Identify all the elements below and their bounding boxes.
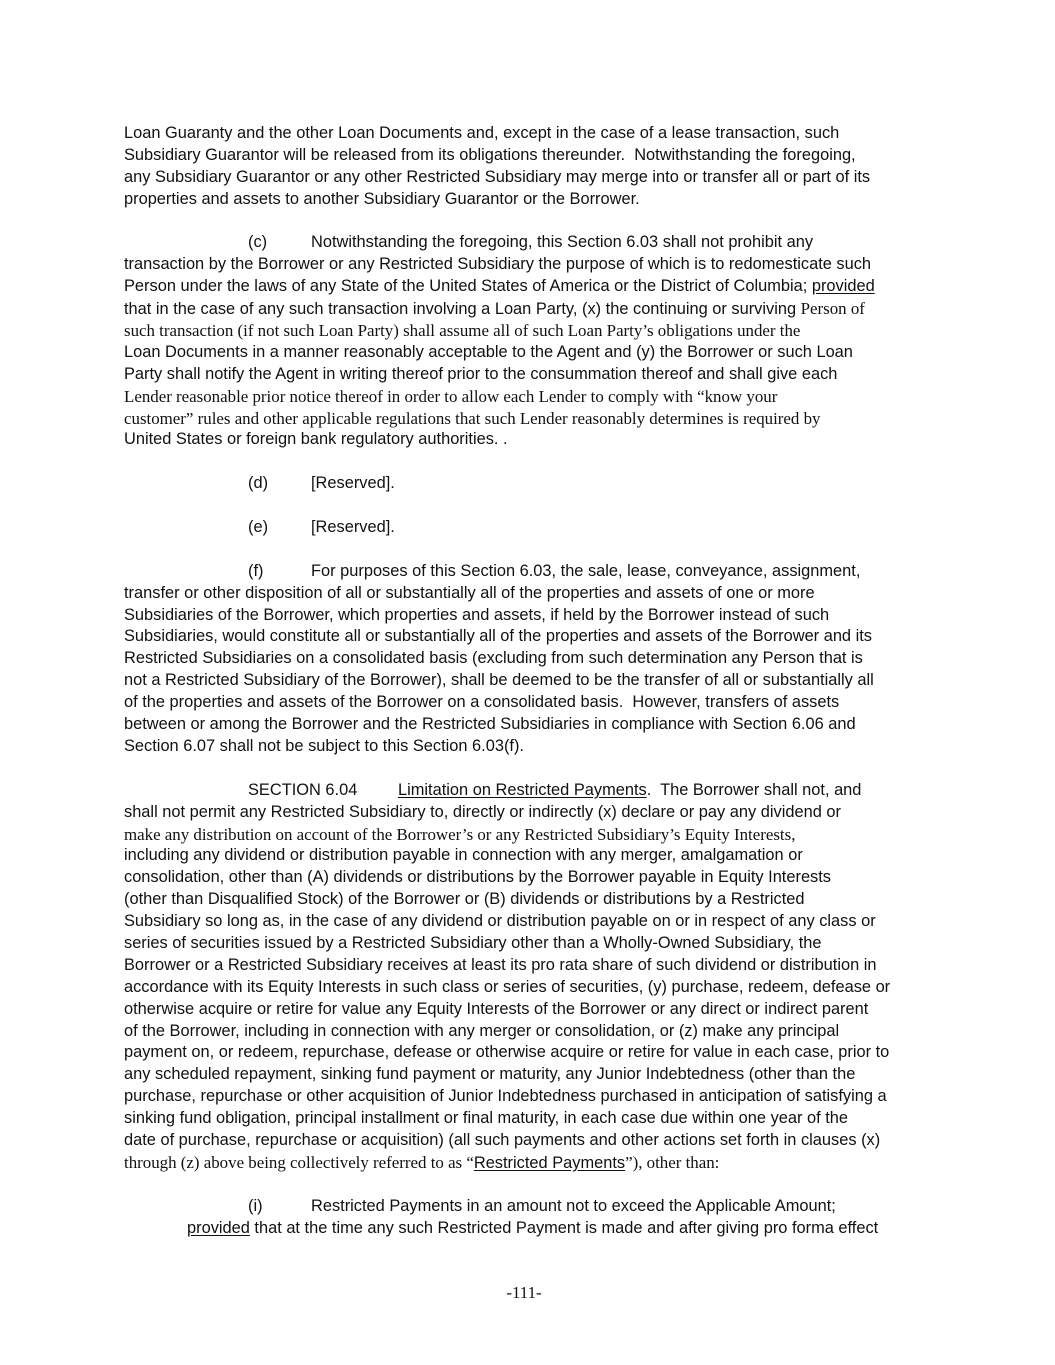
clause-e-line (124, 517, 1024, 539)
continuation-line (124, 123, 1024, 145)
restricted-payments-term: Restricted Payments (473, 1153, 626, 1172)
line-text: series of securities issued by a Restricted Subsidiary other than a Wholly-Owned Subsidiary, the (124, 933, 822, 952)
line-text: any scheduled repayment, sinking fund payment or maturity, any Junior Indebtedness (other than the (124, 1065, 856, 1084)
line-text: Section 6.07 shall not be subject to this Section 6.03(f). (124, 736, 524, 755)
line-text: shall not permit any Restricted Subsidiary to, directly or indirectly (x) declare or pay any dividend or (124, 802, 841, 821)
clause-c-line (124, 298, 1024, 320)
section-604-line (124, 977, 1024, 999)
section-number: SECTION 6.04 (248, 780, 358, 799)
section-604-line (124, 889, 1024, 911)
line-text: transfer or other disposition of all or substantially all of the properties and assets of one or more (124, 583, 815, 602)
paragraph-gap (124, 539, 1024, 561)
paragraph-gap (124, 1174, 1024, 1196)
section-title: Limitation on Restricted Payments (398, 780, 647, 799)
clause-f-line (124, 736, 1024, 758)
line-text: Subsidiaries, would constitute all or substantially all of the properties and assets of the Borrower and its (124, 627, 872, 646)
clause-c-line (124, 342, 1024, 364)
line-text: Person under the laws of any State of the United States of America or the District of Columbia; (124, 277, 812, 296)
line-text: including any dividend or distribution payable in connection with any merger, amalgamation or (124, 846, 803, 865)
section-604-line (124, 845, 1024, 867)
line-text: For purposes of this Section 6.03, the sale, lease, conveyance, assignment, (311, 561, 861, 580)
clause-f-label: (f) (248, 561, 264, 580)
line-text: transaction by the Borrower or any Restricted Subsidiary the purpose of which is to redomesticate such (124, 255, 872, 274)
continuation-line (124, 167, 1024, 189)
provided-term: provided (811, 277, 875, 296)
line-text: properties and assets to another Subsidiary Guarantor or the Borrower. (124, 189, 640, 208)
line-text: Subsidiaries of the Borrower, which properties and assets, if held by the Borrower instead of such (124, 605, 830, 624)
clause-f-line (124, 714, 1024, 736)
section-604-line (124, 1021, 1024, 1043)
clause-i-label: (i) (248, 1196, 263, 1215)
section-604-line (124, 1130, 1024, 1152)
paragraph-gap (124, 495, 1024, 517)
line-text: date of purchase, repurchase or acquisition) (all such payments and other actions set forth in clauses (x) (124, 1130, 881, 1149)
clause-f-line (124, 583, 1024, 605)
line-text: that at the time any such Restricted Payment is made and after giving pro forma effect (249, 1218, 879, 1237)
page-number: -111- (506, 1283, 542, 1302)
clause-f-line (124, 670, 1024, 692)
clause-i-line (124, 1196, 1024, 1218)
section-604-line (124, 1152, 1024, 1174)
clause-c-line (124, 429, 1024, 451)
clause-c-line (124, 276, 1024, 298)
line-text: Subsidiary Guarantor will be released from its obligations thereunder. Notwithstanding the foregoing, (124, 145, 856, 164)
clause-i-line (124, 1218, 1024, 1240)
line-text: United States or foreign bank regulatory authorities. . (124, 430, 508, 449)
line-text: not a Restricted Subsidiary of the Borrower), shall be deemed to be the transfer of all or substantially all (124, 671, 874, 690)
clause-c-line (124, 364, 1024, 386)
section-604-line (124, 933, 1024, 955)
clause-d-label: (d) (248, 474, 269, 493)
clause-f-line (124, 605, 1024, 627)
line-text: ”), other than: (625, 1152, 720, 1172)
line-text: Party shall notify the Agent in writing thereof prior to the consummation thereof and shall give each (124, 364, 838, 383)
provided-term: provided (187, 1218, 250, 1237)
line-text: accordance with its Equity Interests in such class or series of securities, (y) purchase, redeem, defease or (124, 977, 891, 996)
clause-e-label: (e) (248, 518, 269, 537)
line-text: Subsidiary so long as, in the case of any dividend or distribution payable on or in respect of any class or (124, 912, 876, 931)
document-body (124, 123, 1024, 1239)
line-text: [Reserved]. (311, 474, 395, 493)
section-604-line (124, 911, 1024, 933)
line-text: make any distribution on account of the Borrower’s or any Restricted Subsidiary’s Equity Interests, (124, 824, 796, 844)
clause-f-line (124, 648, 1024, 670)
line-text: Loan Documents in a manner reasonably acceptable to the Agent and (y) the Borrower or such Loan (124, 342, 853, 361)
line-text: customer” rules and other applicable regulations that such Lender reasonably determines is required by (124, 408, 821, 428)
section-604-line (124, 867, 1024, 889)
section-title-wrap (398, 780, 861, 802)
line-text: Notwithstanding the foregoing, this Section 6.03 shall not prohibit any (311, 233, 814, 252)
continuation-line (124, 145, 1024, 167)
line-text: payment on, or redeem, repurchase, defease or otherwise acquire or retire for value in each case, prior to (124, 1043, 890, 1062)
paragraph-gap (124, 211, 1024, 233)
line-text: between or among the Borrower and the Restricted Subsidiaries in compliance with Section 6.06 and (124, 715, 856, 734)
clause-d-line (124, 473, 1024, 495)
clause-f-line (124, 692, 1024, 714)
clause-c-line (124, 254, 1024, 276)
line-text: through (z) above being collectively referred to as “ (124, 1152, 474, 1172)
clause-c-label: (c) (248, 233, 268, 252)
line-text: that in the case of any such transaction involving a Loan Party, (x) the continuing or surviving (124, 300, 801, 319)
continuation-line (124, 189, 1024, 211)
line-text: Restricted Payments in an amount not to exceed the Applicable Amount; (311, 1196, 836, 1215)
paragraph-gap (124, 758, 1024, 780)
section-604-line (124, 1042, 1024, 1064)
line-text: consolidation, other than (A) dividends or distributions by the Borrower payable in Equity Interests (124, 868, 831, 887)
section-604-line (124, 824, 1024, 846)
line-text: otherwise acquire or retire for value any Equity Interests of the Borrower or any direct or indirect parent (124, 999, 869, 1018)
line-text: of the properties and assets of the Borrower on a consolidated basis. However, transfers of assets (124, 693, 840, 712)
line-text: sinking fund obligation, principal installment or final maturity, in each case due within one year of the (124, 1109, 849, 1128)
line-text: Person of (800, 299, 865, 319)
line-text: Restricted Subsidiaries on a consolidated basis (excluding from such determination any Person that is (124, 649, 863, 668)
section-604-heading-line (124, 780, 1024, 802)
section-604-line (124, 1064, 1024, 1086)
line-text: . The Borrower shall not, and (646, 780, 862, 799)
line-text: such transaction (if not such Loan Party) shall assume all of such Loan Party’s obligations under the (124, 321, 801, 341)
section-604-line (124, 955, 1024, 977)
line-text: Lender reasonable prior notice thereof in order to allow each Lender to comply with “know your (124, 386, 778, 406)
clause-f-line (124, 626, 1024, 648)
line-text: any Subsidiary Guarantor or any other Restricted Subsidiary may merge into or transfer all or part of its (124, 167, 871, 186)
section-604-line (124, 999, 1024, 1021)
line-text: of the Borrower, including in connection with any merger or consolidation, or (z) make any principal (124, 1021, 840, 1040)
line-text: purchase, repurchase or other acquisition of Junior Indebtedness purchased in anticipation of satisfying a (124, 1087, 887, 1106)
clause-f-line (124, 561, 1024, 583)
section-604-line (124, 1108, 1024, 1130)
clause-c-line (124, 408, 1024, 430)
section-604-line (124, 802, 1024, 824)
clause-c-line (124, 320, 1024, 342)
paragraph-gap (124, 451, 1024, 473)
line-text: (other than Disqualified Stock) of the Borrower or (B) dividends or distributions by a Restricted (124, 890, 805, 909)
section-604-line (124, 1086, 1024, 1108)
line-text: Loan Guaranty and the other Loan Documents and, except in the case of a lease transaction, such (124, 124, 840, 142)
clause-c-line (124, 386, 1024, 408)
line-text: [Reserved]. (311, 518, 395, 537)
clause-c-line (124, 232, 1024, 254)
line-text: Borrower or a Restricted Subsidiary receives at least its pro rata share of such dividend or distribution in (124, 955, 877, 974)
